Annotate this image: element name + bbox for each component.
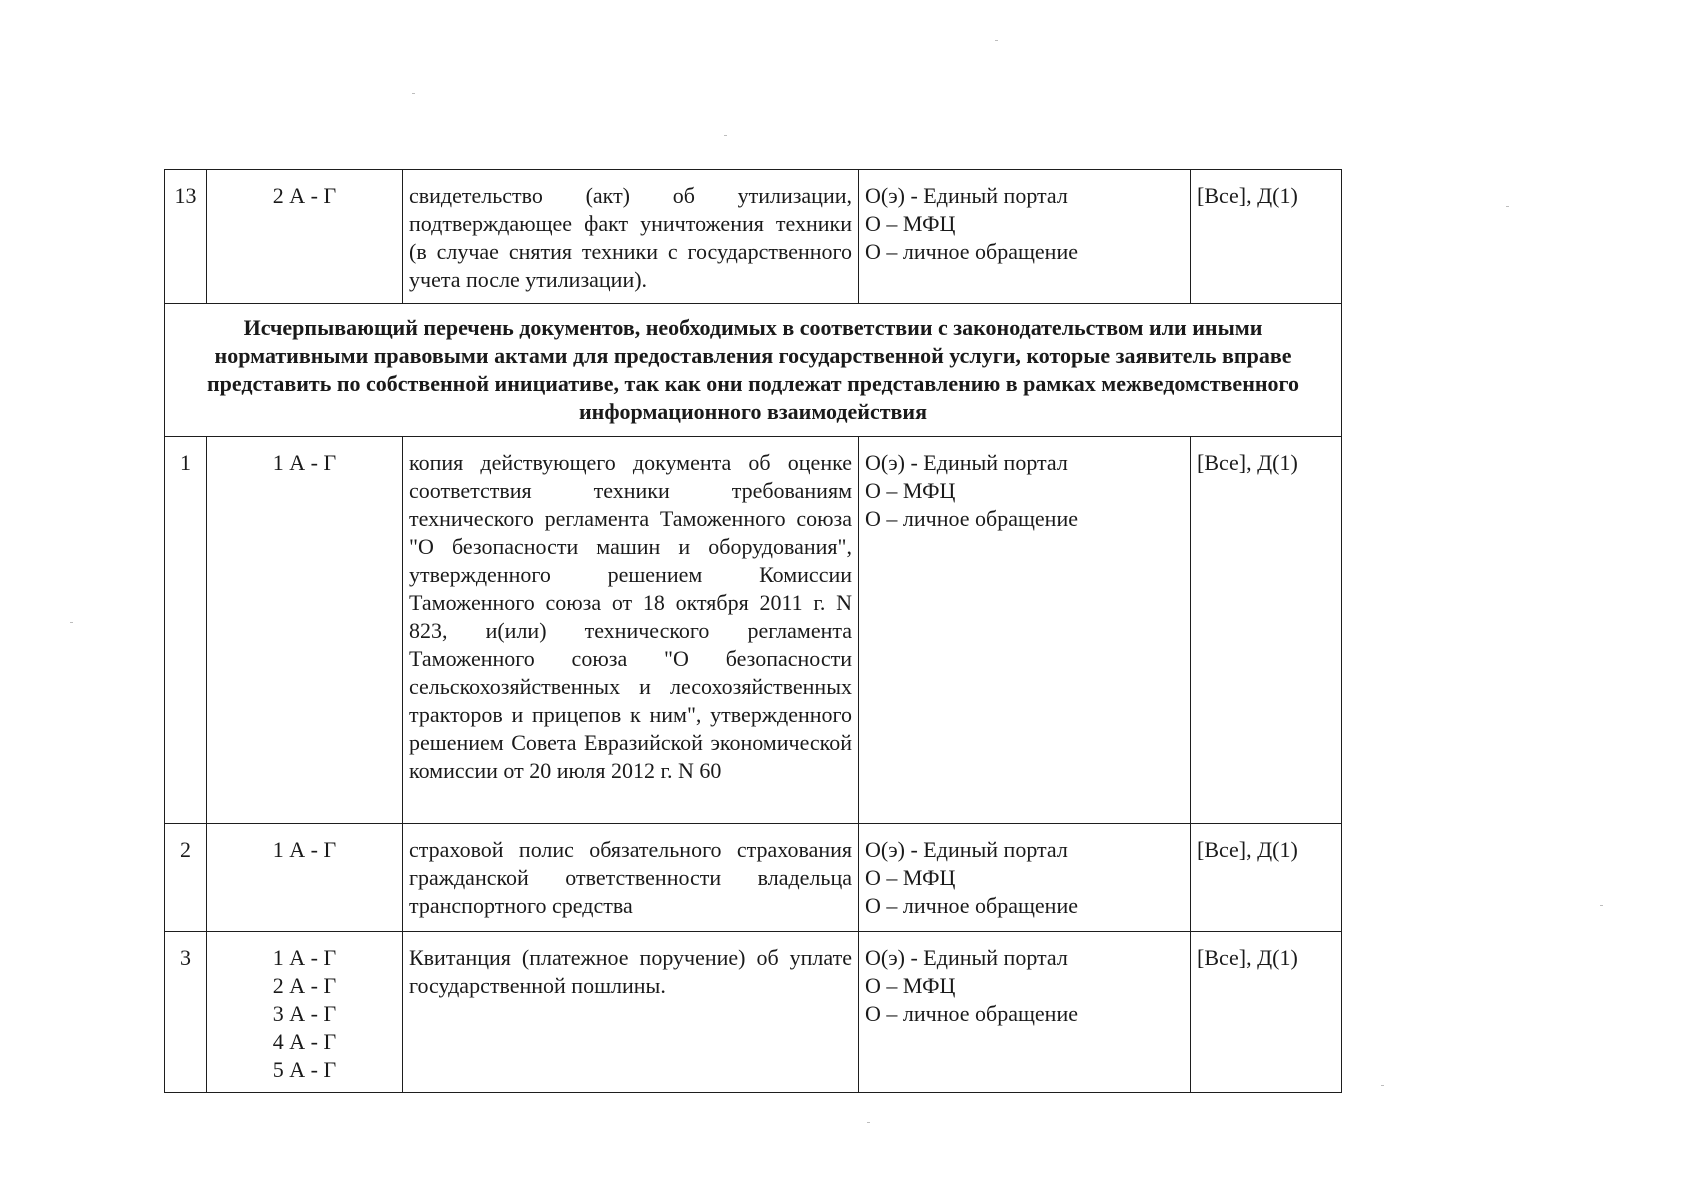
submission-methods [859,932,1191,1093]
category-code: 3 А - Г [272,1001,337,1026]
submission-method: О – личное обращение [865,1001,1078,1026]
scan-speck [1600,905,1603,906]
submission-method: О – личное обращение [865,506,1078,531]
submission-methods [859,437,1191,824]
scan-speck [724,135,727,136]
table-row [165,932,1342,1093]
submission-method: О – личное обращение [865,239,1078,264]
row-categories [207,170,403,304]
applicant-categories: [Все], Д(1) [1191,170,1342,304]
scan-speck [1381,1085,1384,1086]
category-code: 1 А - Г [272,837,337,862]
submission-methods [859,824,1191,932]
submission-method: О – МФЦ [865,865,956,890]
scan-speck [867,1122,870,1123]
document-description: копия действующего документа об оценке соответствия техники требованиям технического регламента Таможенного союза "О безопасности машин и оборудования", утвержденного решением Комиссии Таможенного союза от 18 октября 2011 г. N 823, и(или) технического регламента Таможенного союза "О безопасности сельскохозяйственных и лесохозяйственных тракторов и прицепов к ним", утвержденного решением Совета Евразийской экономической комиссии от 20 июля 2012 г. N 60 [403,437,859,824]
document-description: свидетельство (акт) об утилизации, подтверждающее факт уничтожения техники (в случае снятия техники с государственного учета после утилизации). [403,170,859,304]
section-heading: Исчерпывающий перечень документов, необходимых в соответствии с законодательством или иными нормативными правовыми актами для предоставления государственной услуги, которые заявитель вправе представить по собственной инициативе, так как они подлежат представлению в рамках межведомственного информационного взаимодействия [165,304,1342,437]
table-row [165,437,1342,824]
submission-method: О(э) - Единый портал [865,837,1068,862]
row-number: 2 [165,824,207,932]
scan-speck [412,93,415,94]
row-categories [207,824,403,932]
submission-method: О(э) - Единый портал [865,945,1068,970]
documents-table [164,169,1342,1093]
category-code: 1 А - Г [272,945,337,970]
submission-method: О – МФЦ [865,973,956,998]
table-row [165,824,1342,932]
row-number: 3 [165,932,207,1093]
submission-methods [859,170,1191,304]
category-code: 2 А - Г [272,183,337,208]
applicant-categories: [Все], Д(1) [1191,932,1342,1093]
row-number: 1 [165,437,207,824]
row-categories [207,437,403,824]
scan-speck [1506,206,1509,207]
scan-speck [995,40,998,41]
submission-method: О – личное обращение [865,893,1078,918]
row-categories [207,932,403,1093]
category-code: 4 А - Г [272,1029,337,1054]
document-description: Квитанция (платежное поручение) об уплате государственной пошлины. [403,932,859,1093]
submission-method: О – МФЦ [865,211,956,236]
row-number: 13 [165,170,207,304]
scan-speck [70,622,73,623]
applicant-categories: [Все], Д(1) [1191,437,1342,824]
submission-method: О(э) - Единый портал [865,450,1068,475]
table-row [165,170,1342,304]
document-description: страховой полис обязательного страхования гражданской ответственности владельца транспортного средства [403,824,859,932]
submission-method: О – МФЦ [865,478,956,503]
category-code: 5 А - Г [272,1057,337,1082]
category-code: 2 А - Г [272,973,337,998]
submission-method: О(э) - Единый портал [865,183,1068,208]
applicant-categories: [Все], Д(1) [1191,824,1342,932]
category-code: 1 А - Г [272,450,337,475]
section-heading-row [165,304,1342,437]
